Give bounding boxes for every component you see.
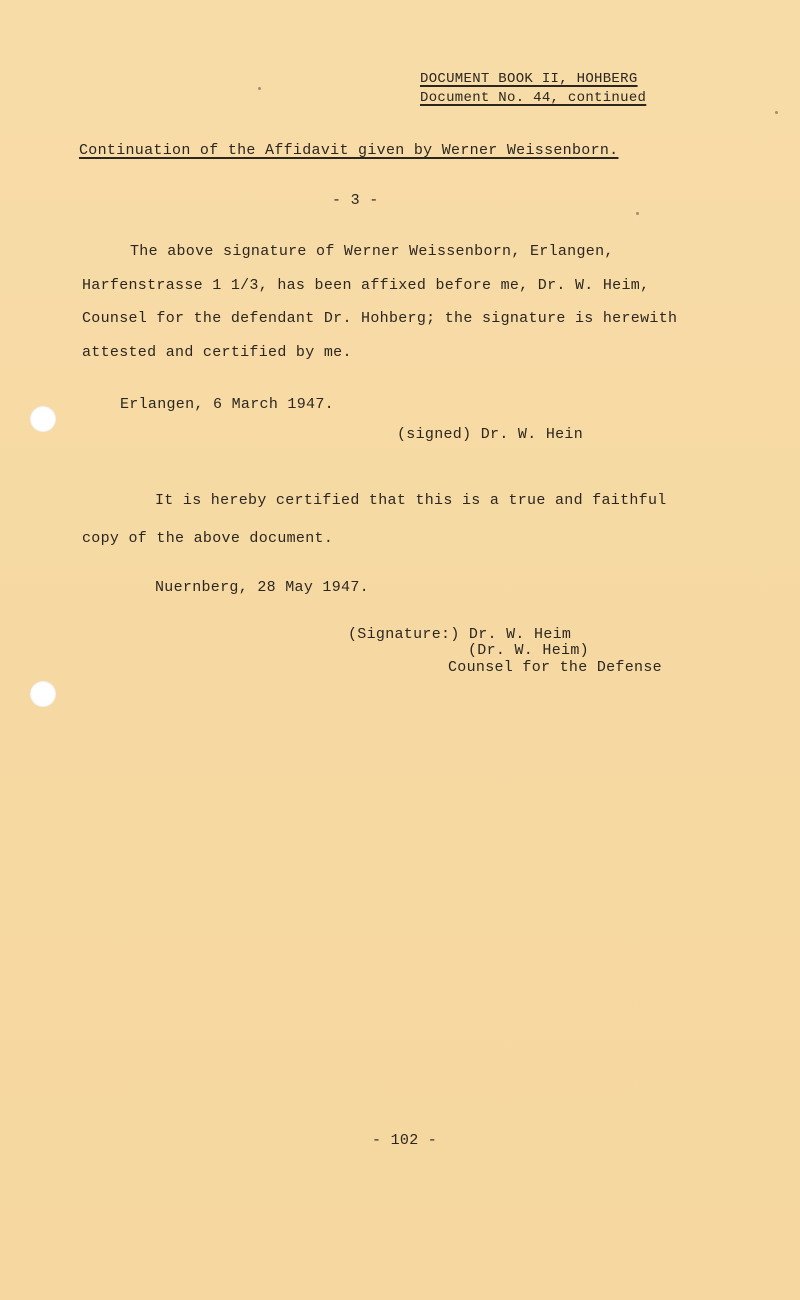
header-book-line: DOCUMENT BOOK II, HOHBERG <box>420 71 638 87</box>
header-document-line: Document No. 44, continued <box>420 90 647 106</box>
speck <box>775 111 778 114</box>
signature-title: Counsel for the Defense <box>448 659 662 676</box>
speck <box>636 212 639 215</box>
paragraph1-line: Harfenstrasse 1 1/3, has been affixed before me, Dr. W. Heim, <box>82 277 650 294</box>
paragraph1-line: attested and certified by me. <box>82 344 352 361</box>
place-date-nuernberg: Nuernberg, 28 May 1947. <box>155 579 369 596</box>
section-number: - 3 - <box>332 192 379 209</box>
place-date-erlangen: Erlangen, 6 March 1947. <box>120 396 334 413</box>
paragraph2-line: copy of the above document. <box>82 530 334 547</box>
signature-name: (Dr. W. Heim) <box>468 642 589 659</box>
paragraph1-line: The above signature of Werner Weissenborn, Erlangen, <box>130 243 614 260</box>
signature-line: (Signature:) Dr. W. Heim <box>348 626 572 643</box>
document-title: Continuation of the Affidavit given by Werner Weissenborn. <box>79 142 619 159</box>
signed-line: (signed) Dr. W. Hein <box>397 426 584 443</box>
paragraph2-line: It is hereby certified that this is a true and faithful <box>155 492 667 509</box>
speck <box>258 87 261 90</box>
paragraph1-line: Counsel for the defendant Dr. Hohberg; the signature is herewith <box>82 310 678 327</box>
punch-hole <box>30 681 56 707</box>
page-number: - 102 - <box>372 1132 438 1149</box>
punch-hole <box>30 406 56 432</box>
